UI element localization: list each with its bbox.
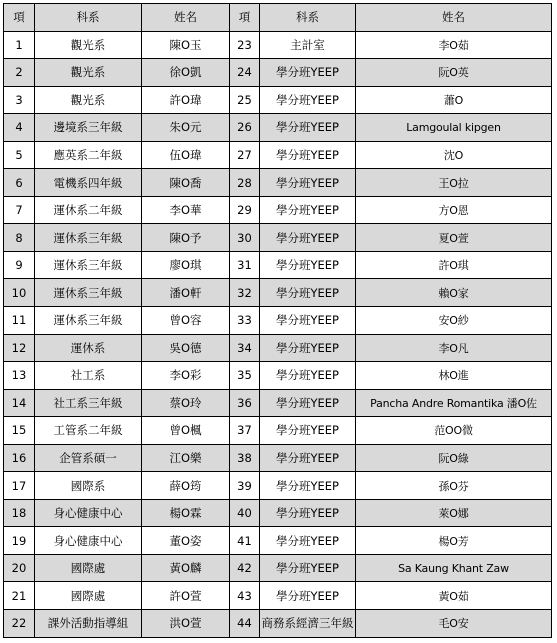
cell-name-left: 朱O元 — [142, 114, 230, 142]
cell-index-right: 44 — [230, 610, 260, 638]
cell-department-left: 社工系 — [35, 362, 142, 390]
cell-name-left: 吳O德 — [142, 334, 230, 362]
cell-department-right: 學分班YEEP — [260, 224, 356, 252]
cell-name-left: 楊O霖 — [142, 499, 230, 527]
cell-department-right: 學分班YEEP — [260, 307, 356, 335]
cell-name-right: Lamgoulal kipgen — [356, 114, 552, 142]
cell-department-left: 運休系三年級 — [35, 279, 142, 307]
cell-name-right: 范OO微 — [356, 417, 552, 445]
cell-name-right: 阮O綠 — [356, 444, 552, 472]
table-row — [4, 362, 552, 390]
cell-department-left: 運休系三年級 — [35, 251, 142, 279]
cell-index-left: 5 — [4, 141, 35, 169]
cell-index-left: 1 — [4, 31, 35, 59]
cell-department-right: 學分班YEEP — [260, 417, 356, 445]
header-department-right: 科系 — [260, 4, 356, 32]
cell-name-left: 許O瑋 — [142, 86, 230, 114]
cell-name-right: 王O拉 — [356, 169, 552, 197]
table-row — [4, 196, 552, 224]
table-row — [4, 279, 552, 307]
cell-name-left: 董O姿 — [142, 527, 230, 555]
cell-name-right: 李O凡 — [356, 334, 552, 362]
cell-name-right: 林O進 — [356, 362, 552, 390]
cell-name-left: 黃O麟 — [142, 554, 230, 582]
table-row — [4, 169, 552, 197]
cell-name-left: 薛O筠 — [142, 472, 230, 500]
cell-department-right: 學分班YEEP — [260, 251, 356, 279]
header-name-left: 姓名 — [142, 4, 230, 32]
cell-index-right: 40 — [230, 499, 260, 527]
cell-name-right: Sa Kaung Khant Zaw — [356, 554, 552, 582]
cell-department-right: 學分班YEEP — [260, 334, 356, 362]
cell-department-left: 國際系 — [35, 472, 142, 500]
table-row — [4, 334, 552, 362]
cell-department-right: 學分班YEEP — [260, 196, 356, 224]
cell-index-right: 32 — [230, 279, 260, 307]
cell-department-left: 工管系二年級 — [35, 417, 142, 445]
cell-department-right: 學分班YEEP — [260, 59, 356, 87]
cell-index-right: 23 — [230, 31, 260, 59]
cell-department-left: 企管系碩一 — [35, 444, 142, 472]
cell-name-right: 萊O娜 — [356, 499, 552, 527]
cell-department-left: 運休系二年級 — [35, 196, 142, 224]
cell-index-right: 33 — [230, 307, 260, 335]
cell-name-right: 賴O家 — [356, 279, 552, 307]
cell-index-right: 25 — [230, 86, 260, 114]
cell-department-left: 邊境系三年級 — [35, 114, 142, 142]
cell-name-left: 許O萱 — [142, 582, 230, 610]
cell-name-right: 許O琪 — [356, 251, 552, 279]
cell-department-left: 運休系三年級 — [35, 224, 142, 252]
cell-index-left: 14 — [4, 389, 35, 417]
cell-department-right: 學分班YEEP — [260, 362, 356, 390]
cell-department-left: 國際處 — [35, 554, 142, 582]
cell-index-right: 30 — [230, 224, 260, 252]
cell-name-left: 陳O予 — [142, 224, 230, 252]
cell-index-left: 18 — [4, 499, 35, 527]
cell-index-left: 3 — [4, 86, 35, 114]
cell-department-left: 運休系 — [35, 334, 142, 362]
cell-department-right: 學分班YEEP — [260, 499, 356, 527]
cell-department-right: 學分班YEEP — [260, 279, 356, 307]
table-row — [4, 31, 552, 59]
cell-name-left: 徐O凱 — [142, 59, 230, 87]
table-row — [4, 444, 552, 472]
table-row — [4, 554, 552, 582]
cell-department-right: 學分班YEEP — [260, 114, 356, 142]
header-name-right: 姓名 — [356, 4, 552, 32]
cell-department-right: 學分班YEEP — [260, 141, 356, 169]
cell-index-left: 17 — [4, 472, 35, 500]
table-row — [4, 251, 552, 279]
cell-index-left: 20 — [4, 554, 35, 582]
cell-name-right: 楊O芳 — [356, 527, 552, 555]
cell-index-right: 39 — [230, 472, 260, 500]
cell-name-left: 曾O楓 — [142, 417, 230, 445]
cell-name-left: 陳O喬 — [142, 169, 230, 197]
cell-index-right: 28 — [230, 169, 260, 197]
cell-name-left: 洪O萱 — [142, 610, 230, 638]
cell-index-left: 15 — [4, 417, 35, 445]
cell-index-left: 21 — [4, 582, 35, 610]
cell-name-left: 曾O容 — [142, 307, 230, 335]
cell-name-right: Pancha Andre Romantika 潘O佐 — [356, 389, 552, 417]
cell-index-right: 42 — [230, 554, 260, 582]
cell-name-right: 黃O茹 — [356, 582, 552, 610]
cell-name-right: 安O紗 — [356, 307, 552, 335]
cell-index-left: 6 — [4, 169, 35, 197]
table-row — [4, 472, 552, 500]
cell-index-left: 19 — [4, 527, 35, 555]
cell-department-right: 學分班YEEP — [260, 169, 356, 197]
cell-name-right: 沈O — [356, 141, 552, 169]
cell-department-left: 社工系三年級 — [35, 389, 142, 417]
header-department-left: 科系 — [35, 4, 142, 32]
cell-index-right: 29 — [230, 196, 260, 224]
cell-department-right: 學分班YEEP — [260, 444, 356, 472]
cell-department-right: 商務系經濟三年級 — [260, 610, 356, 638]
cell-index-left: 4 — [4, 114, 35, 142]
cell-index-right: 36 — [230, 389, 260, 417]
table-row — [4, 527, 552, 555]
cell-index-right: 34 — [230, 334, 260, 362]
cell-name-left: 蔡O玲 — [142, 389, 230, 417]
table-header-row — [4, 4, 552, 32]
table-row — [4, 582, 552, 610]
cell-name-left: 潘O軒 — [142, 279, 230, 307]
cell-index-left: 22 — [4, 610, 35, 638]
table-row — [4, 389, 552, 417]
cell-department-left: 觀光系 — [35, 31, 142, 59]
table-row — [4, 224, 552, 252]
cell-index-left: 11 — [4, 307, 35, 335]
cell-index-right: 43 — [230, 582, 260, 610]
cell-department-left: 應英系二年級 — [35, 141, 142, 169]
cell-department-right: 主計室 — [260, 31, 356, 59]
cell-index-left: 10 — [4, 279, 35, 307]
cell-index-left: 7 — [4, 196, 35, 224]
cell-index-right: 31 — [230, 251, 260, 279]
table-row — [4, 141, 552, 169]
cell-index-right: 35 — [230, 362, 260, 390]
cell-department-left: 身心健康中心 — [35, 499, 142, 527]
cell-name-left: 李O彩 — [142, 362, 230, 390]
cell-department-left: 觀光系 — [35, 86, 142, 114]
table-row — [4, 86, 552, 114]
cell-department-right: 學分班YEEP — [260, 472, 356, 500]
table-row — [4, 114, 552, 142]
cell-name-right: 蕭O — [356, 86, 552, 114]
cell-name-left: 江O樂 — [142, 444, 230, 472]
table-row — [4, 417, 552, 445]
cell-name-right: 方O恩 — [356, 196, 552, 224]
cell-index-right: 24 — [230, 59, 260, 87]
cell-index-left: 2 — [4, 59, 35, 87]
cell-department-right: 學分班YEEP — [260, 389, 356, 417]
table-row — [4, 307, 552, 335]
cell-name-right: 李O茹 — [356, 31, 552, 59]
cell-index-right: 41 — [230, 527, 260, 555]
table-body — [4, 31, 552, 637]
header-index-right: 項 — [230, 4, 260, 32]
table-row — [4, 499, 552, 527]
cell-index-left: 13 — [4, 362, 35, 390]
header-index-left: 項 — [4, 4, 35, 32]
cell-index-left: 16 — [4, 444, 35, 472]
cell-name-right: 阮O英 — [356, 59, 552, 87]
table-row — [4, 610, 552, 638]
cell-department-left: 國際處 — [35, 582, 142, 610]
cell-name-left: 李O華 — [142, 196, 230, 224]
cell-name-left: 廖O琪 — [142, 251, 230, 279]
cell-index-left: 9 — [4, 251, 35, 279]
cell-department-right: 學分班YEEP — [260, 554, 356, 582]
cell-index-right: 37 — [230, 417, 260, 445]
cell-name-right: 毛O安 — [356, 610, 552, 638]
cell-name-right: 夏O萱 — [356, 224, 552, 252]
cell-department-right: 學分班YEEP — [260, 582, 356, 610]
cell-index-right: 38 — [230, 444, 260, 472]
roster-table-container — [3, 3, 552, 638]
cell-name-left: 陳O玉 — [142, 31, 230, 59]
cell-department-left: 課外活動指導組 — [35, 610, 142, 638]
cell-name-right: 孫O芬 — [356, 472, 552, 500]
cell-department-left: 身心健康中心 — [35, 527, 142, 555]
roster-table — [3, 3, 552, 638]
cell-department-left: 觀光系 — [35, 59, 142, 87]
cell-name-left: 伍O瑋 — [142, 141, 230, 169]
cell-department-left: 運休系三年級 — [35, 307, 142, 335]
cell-department-left: 電機系四年級 — [35, 169, 142, 197]
cell-index-right: 27 — [230, 141, 260, 169]
table-row — [4, 59, 552, 87]
cell-department-right: 學分班YEEP — [260, 86, 356, 114]
cell-index-left: 12 — [4, 334, 35, 362]
cell-index-right: 26 — [230, 114, 260, 142]
cell-department-right: 學分班YEEP — [260, 527, 356, 555]
cell-index-left: 8 — [4, 224, 35, 252]
